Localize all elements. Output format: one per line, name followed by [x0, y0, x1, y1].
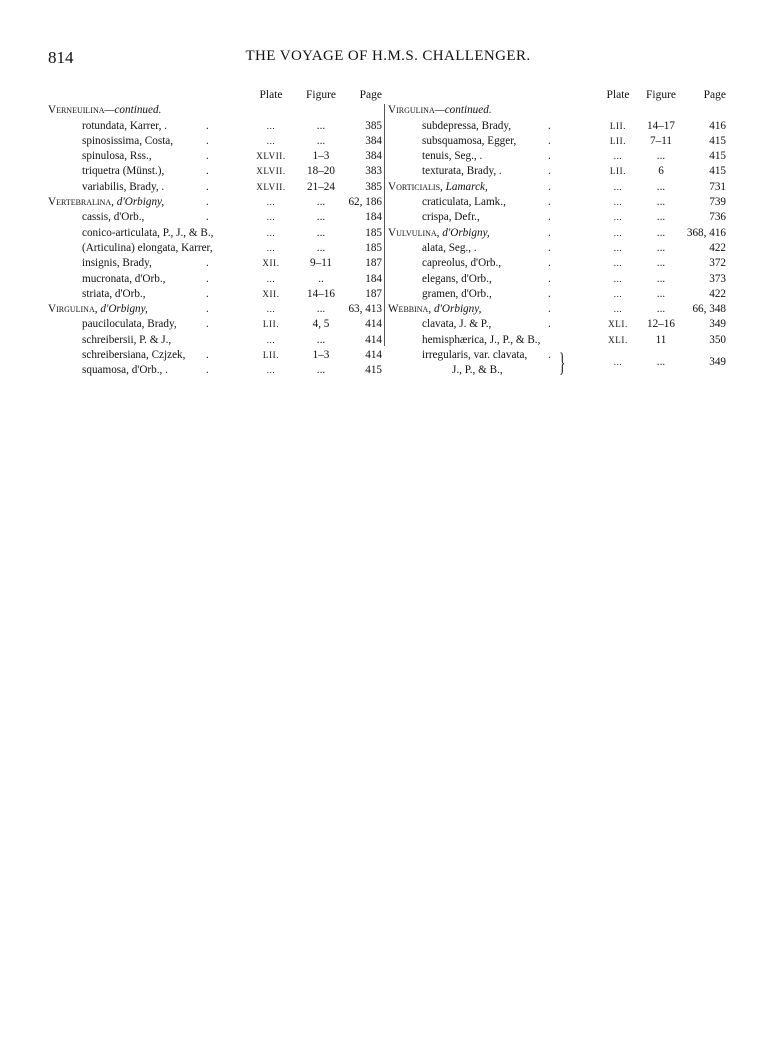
- plate-cell: XLI.: [608, 334, 628, 345]
- species-name: schreibersii, P. & J.,: [82, 333, 172, 346]
- species-name: variabilis, Brady, .: [82, 180, 165, 193]
- figure-cell: ...: [316, 196, 326, 209]
- genus-name: Vertebralina, d'Orbigny,: [48, 196, 165, 209]
- index-entry: [48, 287, 382, 302]
- plate-cell: ...: [613, 181, 623, 192]
- species-name-line-2: J., P., & B.,: [452, 364, 503, 377]
- index-entry: [48, 333, 382, 348]
- species-name-line-1: irregularis, var. clavata,: [422, 349, 528, 362]
- figure-cell: 14–16: [307, 287, 335, 300]
- genus-name: Webbina, d'Orbigny,: [388, 303, 482, 316]
- species-name: spinulosa, Rss.,: [82, 150, 152, 163]
- plate-header: Plate: [606, 89, 630, 101]
- leader-dot: .: [206, 165, 209, 178]
- brace-mark: }: [559, 348, 566, 378]
- leader-dot: .: [548, 165, 551, 178]
- plate-cell: ...: [613, 197, 623, 208]
- leader-dot: .: [206, 287, 209, 300]
- index-entry: [388, 272, 728, 287]
- plate-cell: ...: [613, 212, 623, 223]
- species-name: schreibersiana, Czjzek,: [82, 349, 186, 362]
- figure-cell: ...: [656, 287, 666, 300]
- leader-dot: .: [548, 257, 551, 270]
- plate-cell: ...: [613, 288, 623, 299]
- leader-dot: .: [548, 150, 551, 163]
- page-cell: 62, 186: [348, 196, 382, 209]
- plate-cell: ...: [266, 242, 276, 253]
- page-cell: 414: [365, 333, 382, 346]
- page-cell: 185: [365, 226, 382, 239]
- leader-dot: .: [206, 150, 209, 163]
- figure-cell: 4, 5: [312, 318, 330, 331]
- leader-dot: .: [548, 287, 551, 300]
- figure-cell: ...: [316, 134, 326, 147]
- plate-cell: ...: [613, 242, 623, 253]
- leader-dot: .: [548, 180, 551, 193]
- figure-cell: ...: [316, 226, 326, 239]
- index-entry: [388, 302, 728, 317]
- page-cell: 416: [709, 119, 726, 132]
- plate-cell: XLI.: [608, 319, 628, 330]
- page-cell: 372: [709, 257, 726, 270]
- species-name: subdepressa, Brady,: [422, 119, 512, 132]
- species-name: gramen, d'Orb.,: [422, 287, 492, 300]
- leader-dot: .: [548, 318, 551, 331]
- species-name: alata, Seg., .: [422, 241, 477, 254]
- index-entry: [48, 241, 382, 256]
- index-entry: [388, 134, 728, 149]
- leader-dot: .: [206, 272, 209, 285]
- index-entry: [48, 210, 382, 225]
- page-cell: 422: [709, 287, 726, 300]
- page-cell: 415: [709, 165, 726, 178]
- leader-dot: .: [206, 364, 209, 377]
- species-name: clavata, J. & P.,: [422, 318, 492, 331]
- figure-cell: 11: [655, 333, 667, 346]
- species-name: rotundata, Karrer, .: [82, 119, 167, 132]
- page-header-label: Page: [359, 89, 382, 101]
- leader-dot: .: [206, 119, 209, 132]
- index-entry: [388, 317, 728, 332]
- plate-cell: ...: [266, 212, 276, 223]
- page-cell: 368, 416: [686, 226, 726, 239]
- page-cell: 385: [365, 119, 382, 132]
- figure-cell: 9–11: [310, 257, 332, 270]
- leader-dot: .: [206, 211, 209, 224]
- figure-cell: ...: [316, 211, 326, 224]
- figure-cell: ...: [316, 119, 326, 132]
- plate-cell: XLVII.: [256, 181, 286, 192]
- page-cell: 185: [365, 241, 382, 254]
- species-name: triquetra (Münst.),: [82, 165, 165, 178]
- figure-cell: ...: [316, 364, 326, 377]
- plate-cell: ...: [613, 151, 623, 162]
- page-cell: 736: [709, 211, 726, 224]
- species-name: pauciloculata, Brady,: [82, 318, 177, 331]
- index-entry: [48, 180, 382, 195]
- figure-cell: ...: [656, 257, 666, 270]
- figure-cell: ...: [656, 241, 666, 254]
- page-cell: 187: [365, 257, 382, 270]
- index-entry: [48, 363, 382, 378]
- plate-cell: ...: [613, 304, 623, 315]
- page-cell: 739: [709, 196, 726, 209]
- figure-header: Figure: [305, 89, 337, 101]
- page-cell: 184: [365, 272, 382, 285]
- plate-header: Plate: [259, 89, 283, 101]
- species-name: texturata, Brady, .: [422, 165, 502, 178]
- column-header-row: [48, 88, 382, 103]
- leader-dot: .: [206, 180, 209, 193]
- leader-dot: .: [206, 303, 209, 316]
- genus-name: Vulvulina, d'Orbigny,: [388, 226, 490, 239]
- index-entry: [48, 195, 382, 210]
- species-name: capreolus, d'Orb.,: [422, 257, 502, 270]
- species-name: striata, d'Orb.,: [82, 287, 146, 300]
- plate-cell: XLVII.: [256, 166, 286, 177]
- genus-name: Verneuilina—continued.: [48, 104, 162, 117]
- leader-dot: .: [548, 349, 551, 362]
- leader-dot: .: [548, 226, 551, 239]
- species-name: crispa, Defr.,: [422, 211, 480, 224]
- index-entry: [388, 287, 728, 302]
- figure-cell: ...: [656, 150, 666, 163]
- species-name: elegans, d'Orb.,: [422, 272, 492, 285]
- genus-name: Virgulina—continued.: [388, 104, 492, 117]
- index-entry: [388, 241, 728, 256]
- figure-cell: ...: [656, 196, 666, 209]
- figure-cell: ...: [316, 333, 326, 346]
- page-cell: 422: [709, 241, 726, 254]
- index-entry: [388, 180, 728, 195]
- index-entry: [388, 210, 728, 225]
- plate-cell: LII.: [609, 120, 627, 131]
- genus-name: Virgulina, d'Orbigny,: [48, 303, 148, 316]
- page-cell: 349: [709, 356, 726, 369]
- species-name: [388, 348, 527, 378]
- index-entry: [388, 256, 728, 271]
- leader-dot: .: [206, 257, 209, 270]
- page-cell: 349: [709, 318, 726, 331]
- plate-cell: LII.: [609, 166, 627, 177]
- genus-name: Vorticialis, Lamarck,: [388, 180, 488, 193]
- plate-cell: ...: [613, 357, 623, 368]
- species-name: insignis, Brady,: [82, 257, 152, 270]
- figure-cell: ..: [318, 272, 324, 285]
- plate-cell: ...: [266, 273, 276, 284]
- species-name: tenuis, Seg., .: [422, 150, 483, 163]
- plate-cell: ...: [266, 227, 276, 238]
- leader-dot: .: [206, 318, 209, 331]
- index-entry: [48, 272, 382, 287]
- page-cell: 415: [365, 364, 382, 377]
- leader-dot: .: [548, 211, 551, 224]
- plate-cell: ...: [266, 197, 276, 208]
- page-cell: 731: [709, 180, 726, 193]
- index-entry: [388, 348, 728, 378]
- index-entry: [388, 103, 728, 118]
- figure-cell: 6: [658, 165, 664, 178]
- index-column-left: [48, 88, 382, 379]
- page-number: 814: [48, 48, 74, 67]
- leader-dot: .: [548, 272, 551, 285]
- figure-cell: 1–3: [312, 150, 330, 163]
- leader-dot: .: [548, 119, 551, 132]
- leader-dot: .: [548, 196, 551, 209]
- figure-cell: ...: [316, 303, 326, 316]
- plate-cell: ...: [266, 135, 276, 146]
- page-cell: 350: [709, 333, 726, 346]
- plate-cell: ...: [266, 365, 276, 376]
- figure-cell: ...: [656, 226, 666, 239]
- leader-dot: .: [548, 241, 551, 254]
- leader-dot: .: [548, 134, 551, 147]
- figure-cell: 1–3: [312, 349, 330, 362]
- species-name: hemisphærica, J., P., & B.,: [422, 333, 541, 346]
- figure-cell: 7–11: [650, 134, 672, 147]
- plate-cell: XLVII.: [256, 151, 286, 162]
- species-name: craticulata, Lamk.,: [422, 196, 506, 209]
- figure-header: Figure: [645, 89, 677, 101]
- page-header: [48, 48, 728, 70]
- index-entry: [48, 164, 382, 179]
- page-header-label: Page: [703, 89, 726, 101]
- index-entry: [388, 149, 728, 164]
- index-entry: [48, 149, 382, 164]
- page-cell: 385: [365, 180, 382, 193]
- index-entry: [48, 103, 382, 118]
- index-entry: [388, 119, 728, 134]
- species-name: subsquamosa, Egger,: [422, 134, 517, 147]
- plate-cell: LII.: [262, 319, 280, 330]
- figure-cell: ...: [656, 211, 666, 224]
- plate-cell: XII.: [262, 258, 280, 269]
- figure-cell: 18–20: [307, 165, 335, 178]
- column-header-row: [388, 88, 728, 103]
- species-name: conico-articulata, P., J., & B.,: [82, 226, 214, 239]
- plate-cell: LII.: [609, 135, 627, 146]
- leader-dot: .: [206, 349, 209, 362]
- index-entry: [48, 317, 382, 332]
- figure-cell: ...: [656, 272, 666, 285]
- page-cell: 414: [365, 349, 382, 362]
- page-cell: 383: [365, 165, 382, 178]
- index-entry: [48, 226, 382, 241]
- plate-cell: ...: [613, 227, 623, 238]
- page-cell: 66, 348: [692, 303, 726, 316]
- plate-cell: ...: [266, 304, 276, 315]
- leader-dot: .: [206, 196, 209, 209]
- plate-cell: ...: [613, 258, 623, 269]
- index-entry: [388, 195, 728, 210]
- plate-cell: ...: [266, 334, 276, 345]
- page-cell: 414: [365, 318, 382, 331]
- figure-cell: ...: [656, 180, 666, 193]
- index-entry: [388, 226, 728, 241]
- plate-cell: ...: [613, 273, 623, 284]
- index-entry: [48, 348, 382, 363]
- index-entry: [48, 134, 382, 149]
- page-cell: 384: [365, 150, 382, 163]
- index-entry: [388, 333, 728, 348]
- leader-dot: .: [548, 303, 551, 316]
- species-name: spinosissima, Costa,: [82, 134, 174, 147]
- plate-cell: XII.: [262, 288, 280, 299]
- index-column-right: [388, 88, 728, 378]
- leader-dot: .: [206, 134, 209, 147]
- plate-cell: LII.: [262, 350, 280, 361]
- plate-cell: ...: [266, 120, 276, 131]
- index-entry: [48, 119, 382, 134]
- page-cell: 184: [365, 211, 382, 224]
- figure-cell: ...: [656, 356, 666, 369]
- species-name: (Articulina) elongata, Karrer,: [82, 241, 213, 254]
- figure-cell: 14–17: [647, 119, 675, 132]
- index-entry: [48, 256, 382, 271]
- page-cell: 415: [709, 134, 726, 147]
- figure-cell: ...: [316, 241, 326, 254]
- species-name: cassis, d'Orb.,: [82, 211, 145, 224]
- figure-cell: 12–16: [647, 318, 675, 331]
- page-cell: 415: [709, 150, 726, 163]
- species-name: mucronata, d'Orb.,: [82, 272, 166, 285]
- page-cell: 187: [365, 287, 382, 300]
- page-cell: 384: [365, 134, 382, 147]
- page-cell: 63, 413: [348, 303, 382, 316]
- column-divider: [384, 104, 385, 346]
- index-entry: [48, 302, 382, 317]
- page-cell: 373: [709, 272, 726, 285]
- running-title: THE VOYAGE OF H.M.S. CHALLENGER.: [245, 48, 531, 64]
- index-entry: [388, 164, 728, 179]
- species-name: squamosa, d'Orb., .: [82, 364, 168, 377]
- figure-cell: ...: [656, 303, 666, 316]
- figure-cell: 21–24: [307, 180, 335, 193]
